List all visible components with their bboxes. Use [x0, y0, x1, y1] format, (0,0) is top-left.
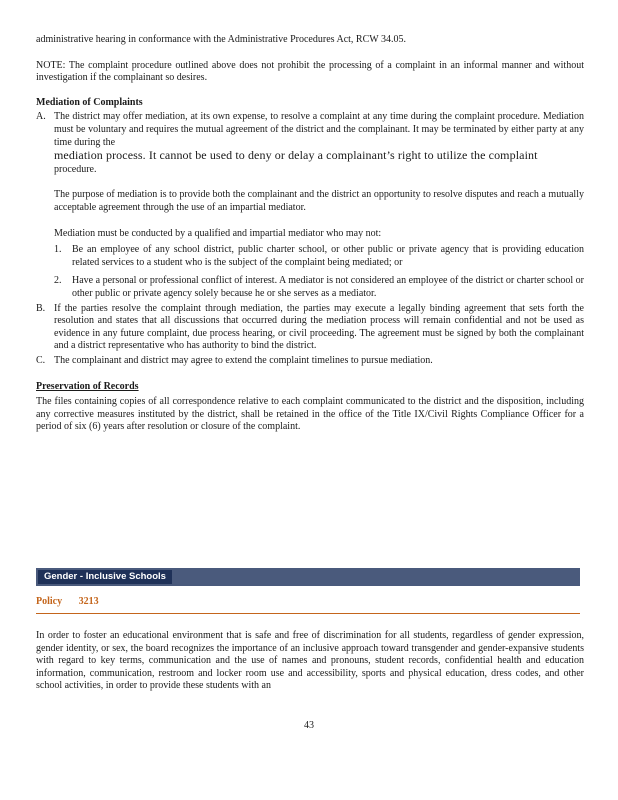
mediation-item-a: [36, 111, 584, 176]
item-text: The complainant and district may agree to extend the complaint timelines to pursue mediation.: [54, 354, 433, 366]
section-banner: [36, 568, 580, 586]
conducted-paragraph: Mediation must be conducted by a qualified and impartial mediator who may not:: [54, 227, 382, 239]
list-item: 1. Be an employee of any school district, public charter school, or other public or private agency that is providing education related services to a student who is the subject of the complaint being mediated; or: [54, 244, 584, 268]
item-label: C.: [36, 354, 46, 366]
preservation-paragraph: The files containing copies of all correspondence relative to each complaint communicated to the district and the disposition, including any corrective measures instituted by the district, shall be retained in the office of the Title IX/Civil Rights Compliance Officer for a period of six (6) years after resolution or closure of the complaint.: [36, 396, 584, 433]
purpose-paragraph: The purpose of mediation is to provide both the complainant and the district an opportunity to resolve disputes and reach a mutually acceptable agreement through the use of an impartial mediator.: [54, 189, 584, 213]
item-label: B.: [36, 302, 46, 314]
item-label: A.: [36, 111, 46, 123]
note-paragraph: NOTE: The complaint procedure outlined above does not prohibit the processing of a complaint in an informal manner and without investigation if the complainant so desires.: [36, 59, 584, 84]
mediation-heading: Mediation of Complaints: [36, 96, 143, 108]
mediation-item-b: [36, 303, 584, 353]
policy-label: Policy: [36, 596, 63, 607]
page-number: 43: [304, 720, 314, 731]
policy-heading: [36, 596, 580, 614]
gender-intro-paragraph: In order to foster an educational environment that is safe and free of discrimination for all students, regardless of gender expression, gender identity, or sex, the board recognizes the importance of an inclusive approach toward transgender and gender-expansive students with regard to key terms, communication and the use of names and pronouns, student records, confidential health and education information, communication, restroom and locker room use and accessibility, sports and physical education, dress codes, and other school activities, in order to provide these students with an: [36, 630, 584, 692]
mediation-item-c: [36, 355, 584, 368]
preservation-heading: Preservation of Records: [36, 381, 139, 393]
item-text: If the parties resolve the complaint through mediation, the parties may execute a legally binding agreement that sets forth the resolution and states that all discussions that occurred during the mediation process will remain confidential and not be used as evidence in any future complaint, due process hearing, or civil proceeding. The agreement must be signed by both the complainant and a district representative who has authority to bind the district.: [54, 302, 584, 352]
document-body: [36, 34, 584, 434]
section-title: Gender - Inclusive Schools: [38, 570, 172, 584]
item-text: The district may offer mediation, at its own expense, to resolve a complaint at any time during the complaint procedure. Mediation must be voluntary and requires the mutual agreement of the district and the complainant. It may be terminated by either party at any time during the mediation process. It cannot be used to deny or delay a complainant’s right to utilize the complaint procedure.: [54, 111, 584, 175]
intro-line: administrative hearing in conformance with the Administrative Procedures Act, RCW 34.05.: [36, 34, 407, 45]
list-item: 2. Have a personal or professional conflict of interest. A mediator is not considered an employee of the district or charter school or other public or private agency solely because he or she serves as a mediator.: [54, 275, 584, 299]
emphasized-line: mediation process. It cannot be used to deny or delay a complainant’s right to utilize the complaint: [54, 148, 538, 163]
policy-number: 3213: [78, 596, 99, 607]
